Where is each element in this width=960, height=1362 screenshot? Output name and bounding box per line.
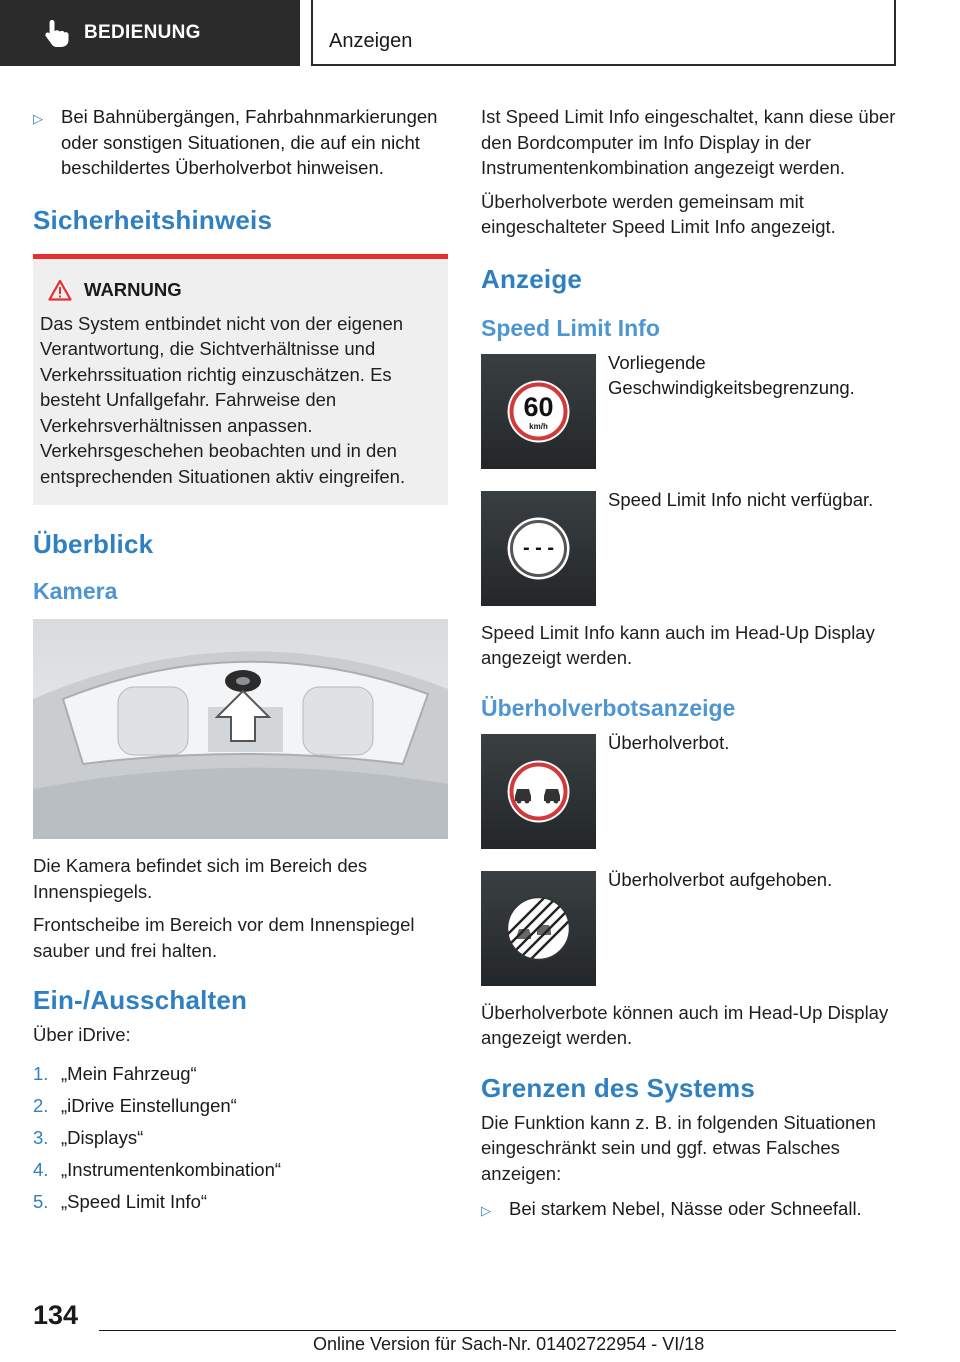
step-number: 2. [33, 1094, 49, 1116]
sli-paragraph-2: Überholverbote werden gemeinsam mit eingeschalteter Speed Limit Info angezeigt. [481, 190, 836, 237]
bullet-triangle-icon: ▷ [481, 1203, 491, 1218]
step-number: 4. [33, 1158, 49, 1180]
chapter-label: Anzeigen [329, 30, 413, 52]
speed-limit-sign-icon [481, 354, 596, 469]
warning-text: Das System entbindet nicht von der eigenen Verantwortung, die Sichtverhältnisse und Verkehrssituation richtig einzuschätzen. Es besteht Unfallgefahr. Fahrweise den Verkehrsverhältnissen anpassen. Verkehrsgeschehen beobachten und in den entsprechenden Situationen aktiv eingreifen. [40, 312, 406, 487]
section-label: BEDIENUNG [84, 22, 201, 43]
camera-text-2: Frontscheibe im Bereich vor dem Innenspiegel sauber und frei halten. [33, 914, 415, 961]
no-passing-end-sign-icon [481, 871, 596, 986]
limits-text: Die Funktion kann z. B. in folgenden Situationen eingeschränkt sein und ggf. etwas Falsches anzeigen: [481, 1111, 876, 1184]
step-text: „Displays“ [61, 1126, 144, 1148]
heading-safety: Sicherheitshinweis [33, 204, 273, 235]
sli-paragraph-1: Ist Speed Limit Info eingeschaltet, kann diese über den Bordcomputer im Info Display in der Instrumentenkombination angezeigt werden. [481, 106, 896, 178]
camera-location-image [33, 619, 448, 839]
step-text: „iDrive Einstellungen“ [61, 1094, 237, 1116]
bullet-item [481, 1196, 896, 1224]
sign-caption: Überholverbot aufgehoben. [608, 868, 833, 890]
sign-caption: Speed Limit Info nicht verfügbar. [608, 488, 874, 510]
heading-no-passing: Überholverbotsanzeige [481, 694, 736, 721]
footer-divider [99, 1330, 896, 1331]
unavailable-dashes: - - - [522, 536, 555, 559]
sign-row-no-passing [481, 731, 896, 849]
heading-display: Anzeige [481, 263, 583, 294]
bullet-text: Bei Bahnübergängen, Fahrbahnmarkierungen oder sonstigen Situationen, die auf ein nicht beschildertes Überholverbot hinweisen. [61, 106, 438, 178]
warning-triangle-icon [48, 279, 72, 301]
warning-title: WARNUNG [84, 278, 182, 300]
list-item [33, 1090, 448, 1122]
left-column [33, 104, 448, 1218]
step-number: 1. [33, 1062, 49, 1084]
hud-text: Speed Limit Info kann auch im Head-Up Display angezeigt werden. [481, 621, 875, 668]
step-text: „Instrumentenkombination“ [61, 1158, 282, 1180]
step-number: 5. [33, 1190, 49, 1212]
list-item [33, 1154, 448, 1186]
step-text: „Speed Limit Info“ [61, 1190, 208, 1212]
heading-speed-limit-info: Speed Limit Info [481, 314, 660, 341]
steps-list [33, 1058, 448, 1218]
speed-limit-unavailable-icon [481, 491, 596, 606]
bullet-triangle-icon: ▷ [33, 111, 43, 126]
no-passing-hud-text: Überholverbote können auch im Head-Up Display angezeigt werden. [481, 1001, 889, 1048]
page-number: 134 [33, 1300, 79, 1330]
heading-overview: Überblick [33, 529, 154, 559]
speed-value: 60 [523, 391, 554, 422]
list-item [33, 1122, 448, 1154]
heading-onoff: Ein-/Ausschalten [33, 985, 248, 1015]
sign-caption: Überholverbot. [608, 731, 730, 753]
step-text: „Mein Fahrzeug“ [61, 1062, 197, 1084]
sign-row-no-passing-end [481, 868, 896, 986]
list-item [33, 1186, 448, 1218]
warning-box [33, 254, 448, 506]
onoff-intro: Über iDrive: [33, 1024, 131, 1045]
sign-row-unavailable [481, 488, 896, 606]
heading-camera: Kamera [33, 578, 118, 604]
no-passing-sign-icon [481, 734, 596, 849]
chapter-tab [311, 0, 896, 66]
bullet-text: Bei starkem Nebel, Nässe oder Schneefall. [509, 1198, 862, 1219]
right-column [481, 104, 896, 1224]
sign-caption: Vorliegende Geschwindigkeitsbegrenzung. [608, 351, 855, 398]
footer-online-version: Online Version für Sach-Nr. 01402722954 - VI/18 [313, 1334, 705, 1354]
step-number: 3. [33, 1126, 49, 1148]
section-tab [0, 0, 300, 66]
bullet-item [33, 104, 448, 181]
sign-row-speed-limit [481, 351, 896, 469]
list-item [33, 1058, 448, 1090]
camera-text-1: Die Kamera befindet sich im Bereich des Innenspiegels. [33, 855, 368, 902]
hand-pointer-icon [42, 18, 70, 48]
heading-limits: Grenzen des Systems [481, 1072, 756, 1103]
speed-unit: km/h [529, 421, 548, 431]
